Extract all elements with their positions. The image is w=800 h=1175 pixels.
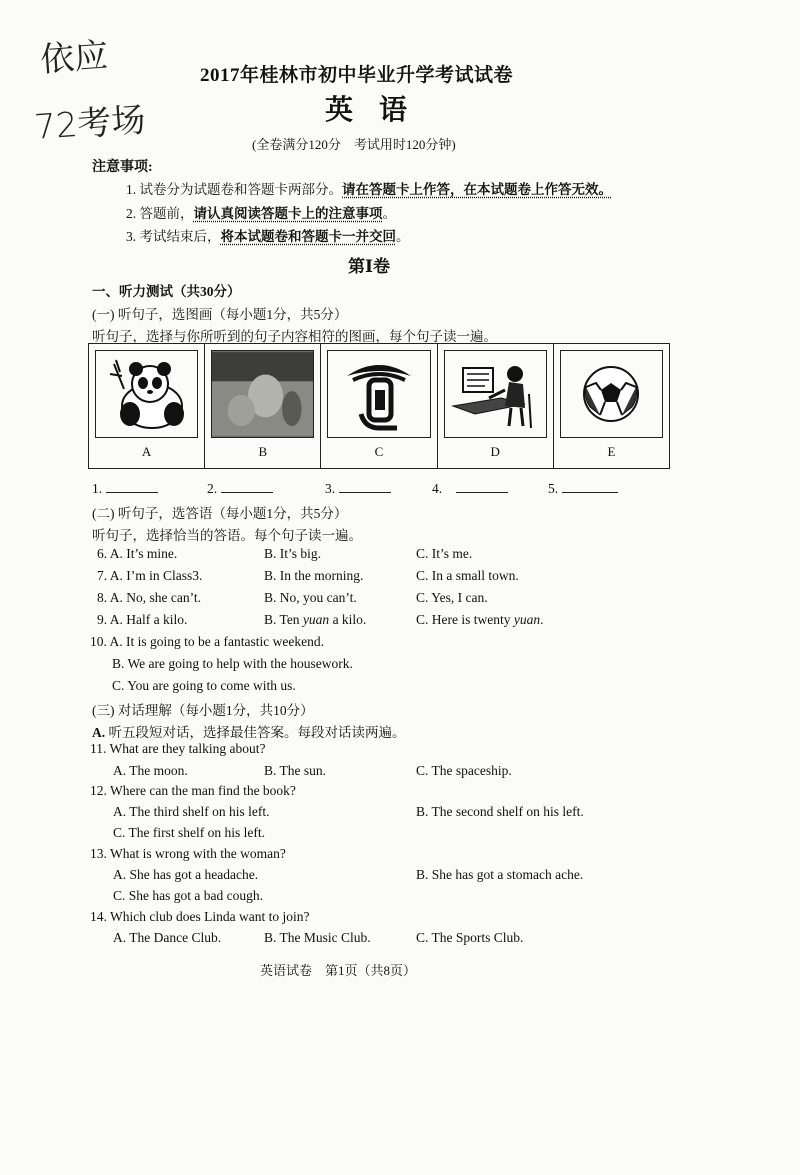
option-c[interactable]: C. In a small town. bbox=[416, 568, 519, 583]
soccer-ball-icon bbox=[576, 359, 646, 429]
answer-line[interactable] bbox=[339, 492, 391, 493]
subject-title: 英语 bbox=[325, 95, 434, 126]
picture-option-a bbox=[89, 344, 205, 468]
option-c[interactable]: C. Yes, I can. bbox=[416, 590, 488, 605]
question-number: 8. bbox=[97, 590, 108, 605]
volume-heading: 第Ⅰ卷 bbox=[348, 257, 390, 276]
answer-line[interactable] bbox=[221, 492, 273, 493]
question-10 bbox=[90, 634, 324, 650]
option-b[interactable]: B. The second shelf on his left. bbox=[416, 804, 584, 819]
part2-instruction: 听句子，选择恰当的答语。每个句子读一遍。 bbox=[92, 528, 362, 543]
option-c[interactable]: C. You are going to come with us. bbox=[112, 678, 296, 693]
option-italic: yuan bbox=[302, 612, 330, 627]
instruction-text: 听五段短对话，选择最佳答案。每段对话读两遍。 bbox=[108, 725, 406, 740]
option-c[interactable]: C. The Sports Club. bbox=[416, 930, 524, 945]
part1-heading: (一) 听句子，选图画（每小题1分，共5分） bbox=[92, 307, 348, 322]
option-a[interactable]: A. She has got a headache. bbox=[113, 867, 259, 882]
question-7 bbox=[97, 568, 202, 584]
option-italic: yuan bbox=[513, 612, 541, 627]
notice-number: 2. bbox=[126, 206, 137, 221]
option-a[interactable]: A. It is going to be a fantastic weekend. bbox=[109, 634, 324, 649]
notice-text: 试卷分为试题卷和答题卡两部分。 bbox=[139, 182, 342, 197]
exam-subtitle: (全卷满分120分 考试用时120分钟) bbox=[252, 137, 456, 152]
panda-icon bbox=[102, 354, 192, 434]
answer-blank-1 bbox=[92, 481, 158, 497]
option-text: B. Ten bbox=[264, 612, 303, 627]
notice-text: 考试结束后， bbox=[139, 229, 221, 244]
part1-instruction: 听句子，选择与你所听到的句子内容相符的图画，每个句子读一遍。 bbox=[92, 329, 497, 344]
notice-text-end: 。 bbox=[396, 229, 410, 244]
option-b[interactable]: B. No, you can’t. bbox=[264, 590, 357, 605]
part3-instruction bbox=[92, 721, 406, 741]
blank-number: 4. bbox=[432, 481, 443, 496]
picture-letter: D bbox=[490, 444, 500, 459]
question-number: 7. bbox=[97, 568, 108, 583]
answer-line[interactable] bbox=[456, 492, 508, 493]
picture-option-c bbox=[321, 344, 437, 468]
notice-number: 1. bbox=[126, 182, 137, 197]
question-14: 14. Which club does Linda want to join? bbox=[90, 909, 310, 924]
question-number: 9. bbox=[97, 612, 108, 627]
question-13: 13. What is wrong with the woman? bbox=[90, 846, 286, 861]
notice-item bbox=[126, 225, 410, 245]
notice-number: 3. bbox=[126, 229, 137, 244]
logo-icon bbox=[339, 354, 419, 434]
answer-blank-2 bbox=[207, 481, 273, 497]
option-b[interactable] bbox=[264, 612, 366, 628]
option-b[interactable]: B. She has got a stomach ache. bbox=[416, 867, 584, 882]
question-number: 10. bbox=[90, 634, 107, 649]
option-c[interactable] bbox=[416, 612, 543, 628]
handwritten-room-number: 72考场 bbox=[32, 100, 147, 148]
option-c[interactable]: C. She has got a bad cough. bbox=[113, 888, 263, 903]
blank-number: 3. bbox=[325, 481, 336, 496]
exam-title: 2017年桂林市初中毕业升学考试试卷 bbox=[200, 65, 514, 86]
option-a[interactable]: A. I’m in Class3. bbox=[109, 568, 203, 583]
option-c[interactable]: C. The first shelf on his left. bbox=[113, 825, 265, 840]
answer-blank-4 bbox=[432, 481, 508, 497]
question-9 bbox=[97, 612, 187, 628]
notice-item bbox=[126, 202, 396, 222]
blank-number: 2. bbox=[207, 481, 218, 496]
answer-blank-3 bbox=[325, 481, 391, 497]
question-8 bbox=[97, 590, 201, 606]
question-12: 12. Where can the man find the book? bbox=[90, 783, 296, 798]
option-a[interactable]: A. No, she can’t. bbox=[109, 590, 201, 605]
option-b[interactable]: B. It’s big. bbox=[264, 546, 322, 561]
notice-emphasis: 请认真阅读答题卡上的注意事项 bbox=[193, 206, 383, 221]
computer-user-icon bbox=[445, 354, 545, 434]
handwritten-note: 依应 bbox=[38, 35, 110, 81]
question-6 bbox=[97, 546, 177, 562]
option-a[interactable]: A. The third shelf on his left. bbox=[113, 804, 270, 819]
notice-emphasis: 请在答题卡上作答，在本试题卷上作答无效。 bbox=[342, 182, 612, 197]
section-title: 一、听力测试（共30分） bbox=[92, 284, 241, 299]
picture-option-d bbox=[438, 344, 554, 468]
notice-text-end: 。 bbox=[382, 206, 396, 221]
option-b[interactable]: B. In the morning. bbox=[264, 568, 364, 583]
part2-heading: (二) 听句子，选答语（每小题1分，共5分） bbox=[92, 506, 348, 521]
answer-blank-5 bbox=[548, 481, 618, 497]
question-number: 6. bbox=[97, 546, 108, 561]
notice-item bbox=[126, 178, 612, 198]
answer-line[interactable] bbox=[106, 492, 158, 493]
page-footer: 英语试卷 第1页（共8页） bbox=[260, 963, 417, 978]
part3-heading: (三) 对话理解（每小题1分，共10分） bbox=[92, 703, 314, 718]
answer-line[interactable] bbox=[562, 492, 618, 493]
option-b[interactable]: B. We are going to help with the housework. bbox=[112, 656, 353, 671]
option-a[interactable]: A. The Dance Club. bbox=[113, 930, 222, 945]
option-b[interactable]: B. The Music Club. bbox=[264, 930, 371, 945]
blank-number: 1. bbox=[92, 481, 103, 496]
picture-letter: A bbox=[141, 444, 152, 459]
option-a[interactable]: A. The moon. bbox=[113, 763, 188, 778]
picture-letter: E bbox=[607, 444, 616, 459]
picture-options-table bbox=[88, 343, 670, 469]
blank-number: 5. bbox=[548, 481, 559, 496]
picture-option-b bbox=[205, 344, 321, 468]
notice-heading: 注意事项: bbox=[92, 160, 153, 175]
instruction-label: A. bbox=[92, 725, 106, 740]
option-text: a kilo. bbox=[329, 612, 367, 627]
option-text: . bbox=[540, 612, 544, 627]
photo-icon bbox=[212, 351, 313, 437]
option-b[interactable]: B. The sun. bbox=[264, 763, 327, 778]
picture-letter: B bbox=[258, 444, 268, 459]
notice-emphasis: 将本试题卷和答题卡一并交回 bbox=[220, 229, 396, 244]
option-a[interactable]: A. Half a kilo. bbox=[109, 612, 188, 627]
notice-text: 答题前， bbox=[139, 206, 194, 221]
option-c[interactable]: C. The spaceship. bbox=[416, 763, 512, 778]
picture-letter: C bbox=[374, 444, 384, 459]
picture-option-e bbox=[554, 344, 669, 468]
option-c[interactable]: C. It’s me. bbox=[416, 546, 473, 561]
question-11: 11. What are they talking about? bbox=[90, 741, 266, 756]
option-text: C. Here is twenty bbox=[416, 612, 514, 627]
option-a[interactable]: A. It’s mine. bbox=[109, 546, 178, 561]
